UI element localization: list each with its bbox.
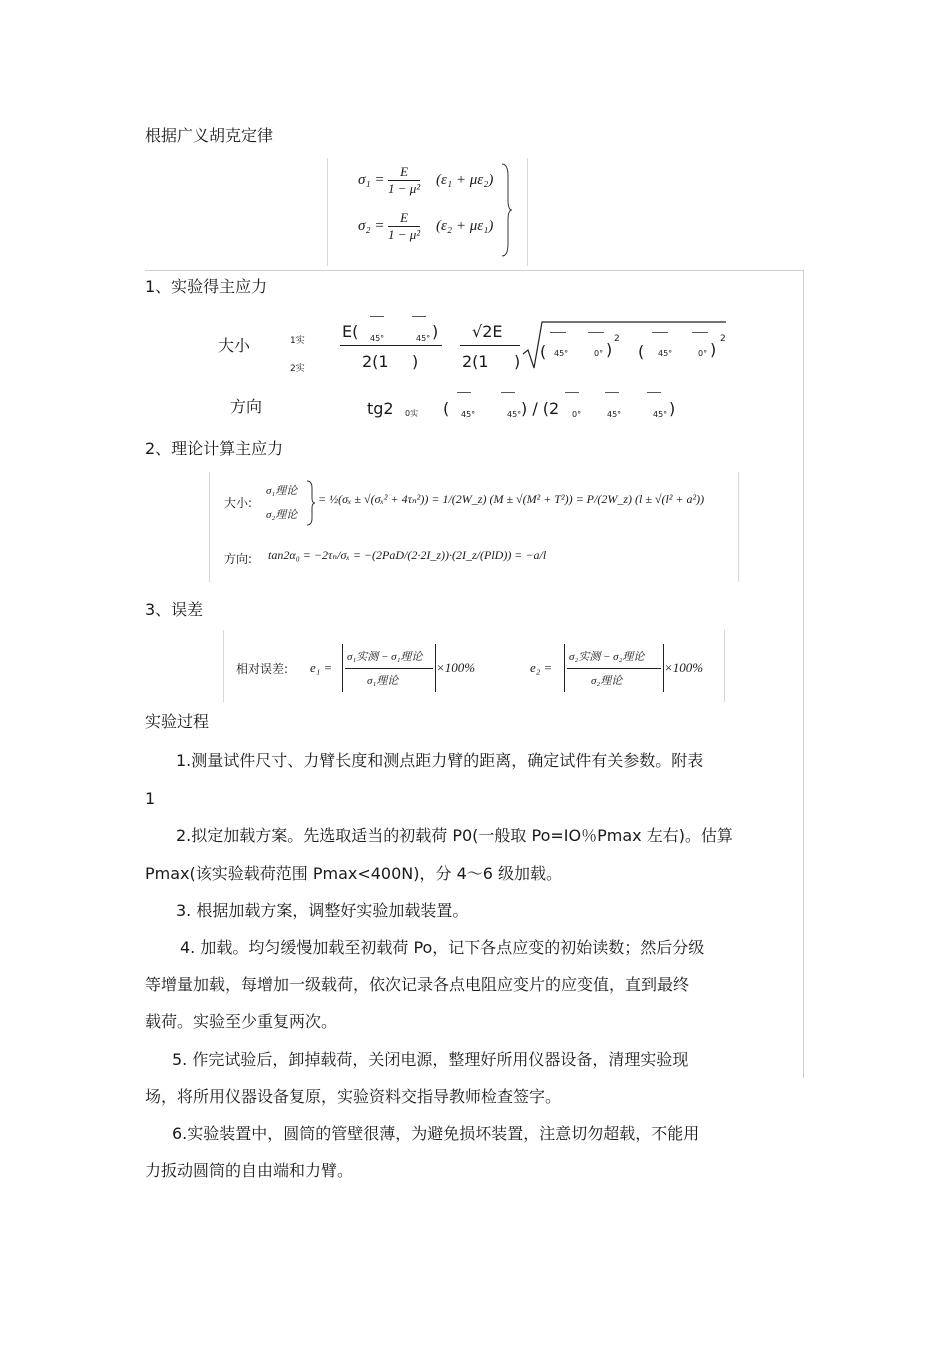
sub-2: 2实 <box>290 364 305 374</box>
process-line: 1.测量试件尺寸、力臂长度和测点距力臂的距离，确定试件有关参数。附表 <box>176 751 704 770</box>
hooke-heading: 根据广义胡克定律 <box>145 126 274 145</box>
section3-title: 3、误差 <box>145 600 204 619</box>
size-label: 大小 <box>218 336 251 355</box>
exp-fraction-2: √2E 2(1 ) ( 45° 0° ) 2 ( 45° 0° ) 2 <box>460 312 735 372</box>
process-line: 1 <box>145 789 156 808</box>
hooke-frac1: $\frac{E}{\text{1 − μ²}}$ <box>388 164 421 196</box>
hooke-rhs1: (ε₁ + με₂) <box>436 172 494 188</box>
process-title: 实验过程 <box>145 712 210 731</box>
hooke-sigma2: σ₂ = <box>358 218 385 234</box>
right-brace-icon <box>500 162 514 258</box>
right-brace-icon-2 <box>306 480 316 526</box>
process-line: 等增量加载，每增加一级载荷，依次记录各点电阻应变片的应变值，直到最终 <box>145 975 690 994</box>
process-line: 力扳动圆筒的自由端和力臂。 <box>145 1161 354 1180</box>
process-line: 6.实验装置中，圆筒的管壁很薄，为避免损坏装置，注意切勿超载，不能用 <box>172 1124 700 1143</box>
hooke-rhs2: (ε₂ + με₁) <box>436 218 494 234</box>
hooke-frac2: $\frac{E}{\text{1 − μ²}}$ <box>388 210 421 242</box>
process-line: Pmax(该实验载荷范围 Pmax<400N)，分 4～6 级加载。 <box>145 864 563 883</box>
process-line: 2.拟定加载方案。先选取适当的初载荷 P0(一般取 Po=IO％Pmax 左右)。估算 <box>176 826 733 845</box>
process-line: 3. 根据加载方案，调整好实验加载装置。 <box>176 901 469 920</box>
section1-title: 1、实验得主应力 <box>145 277 268 296</box>
frame-top-line <box>145 270 803 271</box>
section2-title: 2、理论计算主应力 <box>145 439 284 458</box>
hooke-sigma1: σ₁ = <box>358 172 385 188</box>
direction-formula: tg2 0实 ( 45° 45° ) / (2 0° 45° 45° ) <box>365 386 685 422</box>
sub-1: 1实 <box>290 336 305 346</box>
process-line: 场，将所用仪器设备复原，实验资料交指导教师检查签字。 <box>145 1087 562 1106</box>
frame-right-line <box>803 270 804 1078</box>
sqrt-icon <box>522 320 728 370</box>
hooke-formula-image <box>327 158 528 266</box>
process-line: 4. 加载。均匀缓慢加载至初载荷 Po，记下各点应变的初始读数；然后分级 <box>180 938 705 957</box>
error-formula-image: 相对误差: e₁ = σ₁实测 − σ₁理论 σ₁理论 ×100% e₂ = σ₂实测 − σ₂理论 σ₂理论 ×100% <box>223 630 725 702</box>
exp-fraction-1: E( 45° 45° ) 2(1 ) <box>340 312 442 372</box>
direction-label: 方向 <box>230 397 263 416</box>
process-line: 载荷。实验至少重复两次。 <box>145 1012 338 1031</box>
process-line: 5. 作完试验后，卸掉载荷，关闭电源，整理好所用仪器设备，清理实验现 <box>172 1050 689 1069</box>
theory-formula-image: 大小: σ₁理论 σ₂理论 = ½(σₓ ± √(σₓ² + 4τₙ²)) = 1/(2W_z) (M ± √(M² + T²)) = P/(2W_z) (l ± √(l² + a²)) 方向: tan2α₀ = −2τₙ/σₓ = −(2PaD/(2·2I_z))·(2I_z/(PlD)) = −a/l <box>209 472 739 582</box>
